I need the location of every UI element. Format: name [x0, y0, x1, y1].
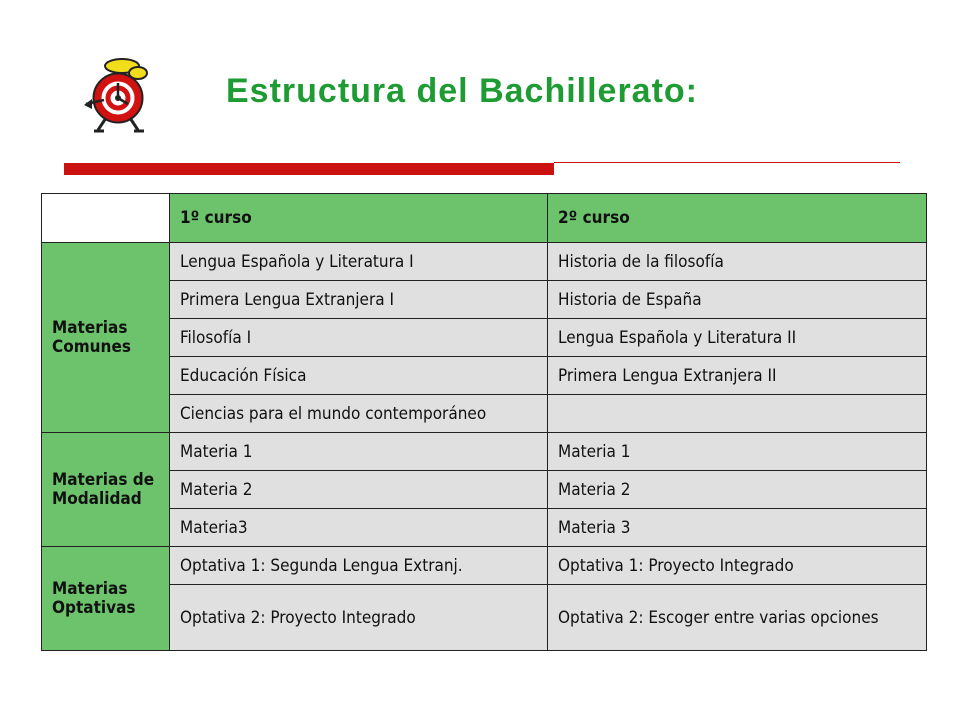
- title-underline-thick: [64, 163, 554, 175]
- table-cell: Optativa 1: Proyecto Integrado: [548, 547, 927, 585]
- alarm-clock-target-icon: [82, 56, 162, 134]
- course-structure-table: [41, 193, 927, 651]
- table-row: [42, 281, 927, 319]
- table-row: [42, 243, 927, 281]
- group-label-optativas: Materias Optativas: [42, 547, 170, 651]
- header-corner-cell: [42, 194, 170, 243]
- table-cell: Materia 2: [548, 471, 927, 509]
- table-cell: Optativa 2: Escoger entre varias opciones: [548, 585, 927, 651]
- page-title: Estructura del Bachillerato:: [226, 72, 699, 110]
- group-label-modalidad: Materias de Modalidad: [42, 433, 170, 547]
- table-row: [42, 509, 927, 547]
- table-cell: Primera Lengua Extranjera I: [170, 281, 548, 319]
- table-cell: Materia 2: [170, 471, 548, 509]
- table-row: [42, 547, 927, 585]
- table-row: [42, 471, 927, 509]
- title-underline-thin: [554, 162, 900, 163]
- table-cell: Lengua Española y Literatura I: [170, 243, 548, 281]
- table-cell: Materia 1: [170, 433, 548, 471]
- table-cell: Materia3: [170, 509, 548, 547]
- table-cell: Historia de España: [548, 281, 927, 319]
- table-cell: [548, 395, 927, 433]
- table-cell: Optativa 2: Proyecto Integrado: [170, 585, 548, 651]
- header-first-year: 1º curso: [170, 194, 548, 243]
- table-cell: Lengua Española y Literatura II: [548, 319, 927, 357]
- table-cell: Materia 3: [548, 509, 927, 547]
- table-cell: Ciencias para el mundo contemporáneo: [170, 395, 548, 433]
- header-second-year: 2º curso: [548, 194, 927, 243]
- table-header-row: [42, 194, 927, 243]
- table-cell: Primera Lengua Extranjera II: [548, 357, 927, 395]
- table-row: [42, 395, 927, 433]
- table-cell: Historia de la filosofía: [548, 243, 927, 281]
- group-label-comunes: Materias Comunes: [42, 243, 170, 433]
- table-cell: Filosofía I: [170, 319, 548, 357]
- table-row: [42, 585, 927, 651]
- table-row: [42, 357, 927, 395]
- table-row: [42, 433, 927, 471]
- table-row: [42, 319, 927, 357]
- table-cell: Materia 1: [548, 433, 927, 471]
- table-cell: Optativa 1: Segunda Lengua Extranj.: [170, 547, 548, 585]
- table-cell: Educación Física: [170, 357, 548, 395]
